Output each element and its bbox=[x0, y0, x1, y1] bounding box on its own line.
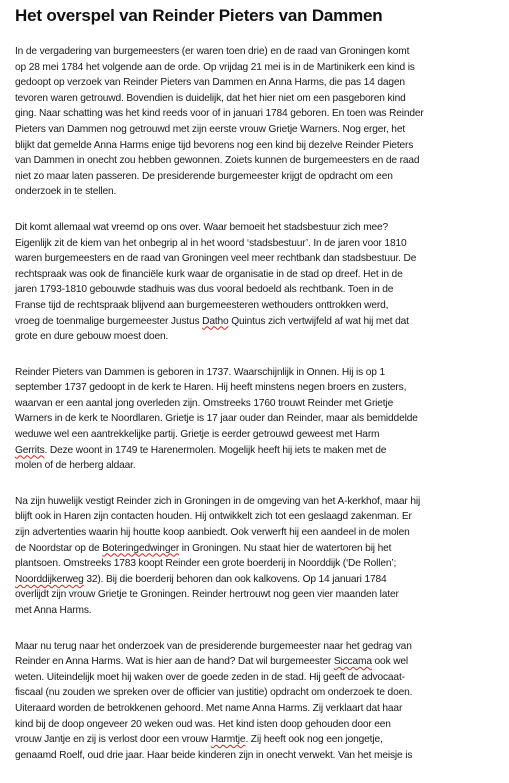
spellcheck-marked-word: Noorddijkerweg bbox=[15, 573, 84, 585]
paragraph-line: In de vergadering van burgemeesters (er waren toen drie) en de raad van Groningen komt bbox=[15, 46, 410, 57]
paragraph-line: overlijdt zijn vrouw Grietje te Groningen. Reinder hertrouwt nog geen vier maanden later bbox=[15, 589, 399, 601]
paragraph-line: genaamd Roelf, oud drie jaar. Haar beide kinderen zijn in onecht verwekt. Van het meisje is bbox=[15, 749, 413, 761]
paragraph-line: waren burgemeesters en de raad van Groningen veel meer rechtbank dan stadsbestuur. De bbox=[15, 253, 417, 265]
paragraph-line: op 28 mei 1784 het volgende aan de orde. Op vrijdag 21 mei is in de Martinikerk een kind is bbox=[15, 61, 415, 73]
paragraph-line: tevoren waren getrouwd. Bovendien is duidelijk, dat het hier niet om een pasgeboren kind bbox=[15, 92, 406, 104]
paragraph-line: rechtspraak was ook de financiële kurk waar de organisatie in de stad op dreef. Het in de bbox=[15, 268, 403, 280]
paragraph-line: september 1737 gedoopt in de kerk te Haren. Hij heeft minstens negen broers en zusters, bbox=[15, 382, 407, 394]
paragraph-line: Uiteraard worden de betrokkenen gehoord. Met name Anna Harms. Zij verklaart dat haar bbox=[15, 702, 403, 714]
paragraph-line: Noorddijkerweg 32). Bij die boerderij behoren dan ook kalkovens. Op 14 januari 1784 bbox=[15, 573, 387, 585]
spellcheck-marked-word: Gerrits bbox=[15, 444, 45, 456]
paragraph-line: Na zijn huwelijk vestigt Reinder zich in Groningen in de omgeving van het A-kerkhof, maar hij bbox=[15, 495, 421, 507]
document-title: Het overspel van Reinder Pieters van Dammen bbox=[15, 6, 383, 25]
paragraph-line: niet zo maar laten passeren. De presiderende burgemeester krijgt de opdracht om een bbox=[15, 170, 393, 182]
paragraph-line: Franse tijd de rechtspraak blijvend aan burgemeesteren wethouders onttrokken werd, bbox=[15, 299, 389, 311]
spellcheck-marked-word: Siccama bbox=[333, 656, 372, 668]
spellcheck-marked-word: Boteringedwinger bbox=[102, 542, 180, 554]
paragraph-line: Pieters van Dammen nog getrouwd met zijn eerste vrouw Grietje Warners. Nog erger, het bbox=[15, 123, 406, 135]
spellcheck-marked-word: Harmtje bbox=[210, 734, 246, 746]
spellcheck-marked-word: Datho bbox=[202, 315, 229, 327]
paragraph-line: grote en dure gebouw moest doen. bbox=[15, 331, 169, 343]
paragraph-line: onderzoek in te stellen. bbox=[15, 186, 117, 198]
paragraph-line: blijft ook in Haren zijn contacten houden. Hij ontwikkelt zich tot een geslaagd zakenman. Er bbox=[15, 511, 412, 523]
paragraph-line: zijn advertenties waarin hij houtte koop aanbiedt. Ook verwerft hij een aandeel in de molen bbox=[15, 527, 410, 539]
paragraph-line: van Dammen in onecht zou hebben gewonnen. Zoiets kunnen de burgemeesters en de raad bbox=[15, 155, 420, 167]
paragraph-line: gedoopt op verzoek van Reinder Pieters van Dammen en Anna Harms, die pas 14 dagen bbox=[15, 77, 405, 89]
paragraph-line: Maar nu terug naar het onderzoek van de presiderende burgemeester naar het gedrag van bbox=[15, 640, 412, 652]
paragraph bbox=[15, 494, 505, 619]
paragraph-line: fiscaal (nu zouden we spreken over de officier van justitie) opdracht om onderzoek te doen. bbox=[15, 687, 413, 699]
paragraph bbox=[15, 220, 505, 345]
paragraph-line: Dit komt allemaal wat vreemd op ons over. Waar bemoeit het stadsbestuur zich mee? bbox=[15, 221, 389, 233]
paragraph-line: Eigenlijk zit de kiem van het onbegrip al in het woord ‘stadsbestuur’. In de jaren voor 1810 bbox=[15, 237, 407, 249]
paragraph-line: jaren 1793-1810 gebouwde stadhuis was dus vooral bedoeld als rechtbank. Toen in de bbox=[15, 284, 394, 296]
paragraph-line: ging. Naar schatting was het kind reeds voor of in januari 1784 geboren. En toen was Reinder bbox=[15, 108, 424, 120]
paragraph bbox=[15, 44, 505, 200]
paragraph-line: plantsoen. Omstreeks 1783 koopt Reinder een grote boerderij in Noorddijk (‘De Rollen’; bbox=[15, 558, 397, 570]
paragraph-line: met Anna Harms. bbox=[15, 605, 92, 616]
paragraph bbox=[15, 639, 505, 764]
document-body bbox=[15, 44, 505, 783]
paragraph-line: Warners in de kerk te Noordlaren. Grietje is 17 jaar ouder dan Reinder, maar als bemiddelde bbox=[15, 413, 418, 425]
paragraph-line: Reinder Pieters van Dammen is geboren in 1737. Waarschijnlijk in Onnen. Hij is op 1 bbox=[15, 366, 385, 378]
paragraph-line: Reinder en Anna Harms. Wat is hier aan de hand? Dat wil burgemeester Siccama ook wel bbox=[15, 656, 409, 668]
paragraph bbox=[15, 365, 505, 474]
paragraph-line: waarvan er een aantal jong overleden zijn. Omstreeks 1760 trouwt Reinder met Grietje bbox=[15, 397, 394, 409]
paragraph-line: vroeg de toenmalige burgemeester Justus Datho Quintus zich vertwijfeld af wat hij met dat bbox=[15, 315, 409, 327]
paragraph-line: blijkt dat gemelde Anna Harms enige tijd bevorens nog een kind bij dezelve Reinder Pieters bbox=[15, 139, 414, 151]
paragraph-line: Gerrits. Deze woont in 1749 te Harenermolen. Mogelijk heeft hij iets te maken met de bbox=[15, 444, 387, 456]
paragraph-line: de Noordstar op de Boteringedwinger in Groningen. Nu staat hier de watertoren bij het bbox=[15, 542, 392, 554]
paragraph-line: weduwe wel een aantrekkelijke partij. Grietje is eerder getrouwd geweest met Harm bbox=[15, 429, 380, 441]
paragraph-line: vrouw Jantje en zij is verlost door een vrouw Harmtje. Zij heeft ook nog een jongetje, bbox=[15, 734, 383, 746]
paragraph-line: kind bij de doop ongeveer 20 weken oud was. Het kind isten doop gehouden door een bbox=[15, 718, 391, 730]
paragraph-line: weten. Uiteindelijk moet hij waken over de goede zeden in de stad. Hij geeft de advocaat- bbox=[15, 671, 405, 683]
paragraph-line: molen of de herberg aldaar. bbox=[15, 460, 136, 472]
